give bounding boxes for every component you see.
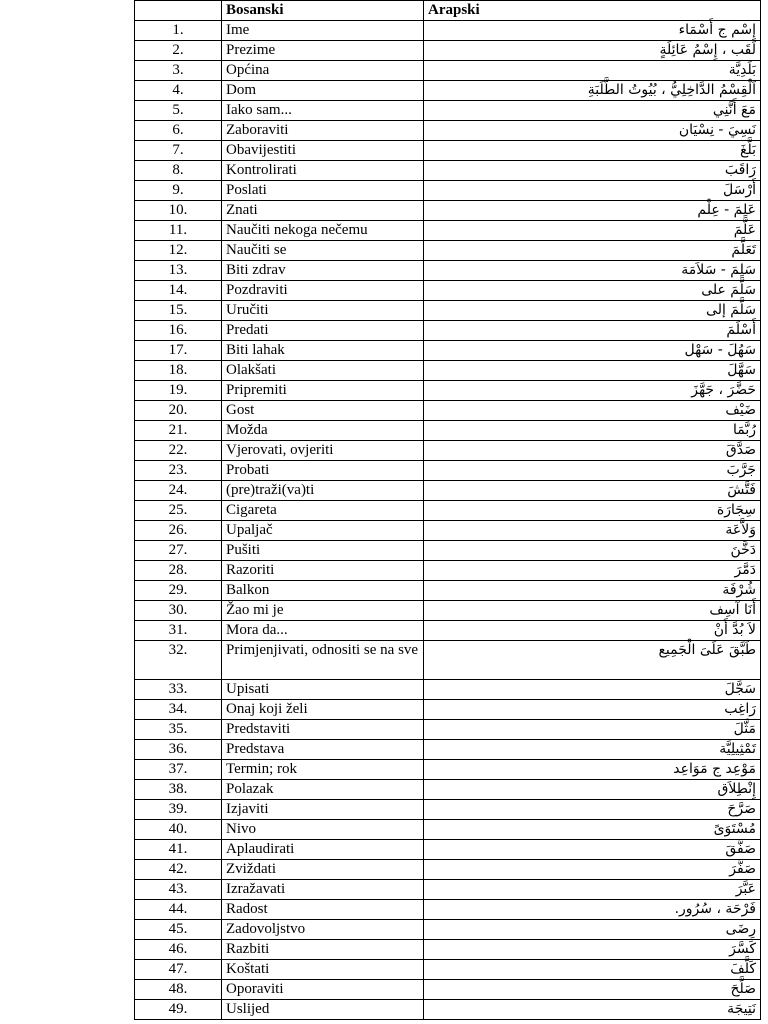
arabic-term: صَلَّحَ — [424, 980, 761, 1000]
bosnian-term: Naučiti se — [222, 241, 424, 261]
bosnian-term: Predstava — [222, 740, 424, 760]
table-row — [135, 980, 761, 1000]
bosnian-term: Uslijed — [222, 1000, 424, 1020]
arabic-term: شُرْفَة — [424, 581, 761, 601]
row-number: 10. — [135, 201, 222, 221]
table-row — [135, 201, 761, 221]
row-number: 7. — [135, 141, 222, 161]
row-number: 27. — [135, 541, 222, 561]
arabic-term: أَرْسَلَ — [424, 181, 761, 201]
row-number: 4. — [135, 81, 222, 101]
table-row — [135, 241, 761, 261]
row-number: 28. — [135, 561, 222, 581]
vocabulary-table — [134, 0, 761, 1020]
table-row — [135, 800, 761, 820]
row-number: 48. — [135, 980, 222, 1000]
table-row — [135, 261, 761, 281]
table-row — [135, 281, 761, 301]
row-number: 44. — [135, 900, 222, 920]
bosnian-term: Poslati — [222, 181, 424, 201]
table-row — [135, 141, 761, 161]
table-row — [135, 61, 761, 81]
arabic-term: كَسَّرَ — [424, 940, 761, 960]
arabic-term: مُسْتَوَىً — [424, 820, 761, 840]
row-number: 6. — [135, 121, 222, 141]
table-row — [135, 740, 761, 760]
table-row — [135, 541, 761, 561]
row-number: 19. — [135, 381, 222, 401]
row-number: 47. — [135, 960, 222, 980]
row-number: 30. — [135, 601, 222, 621]
arabic-term: صَرَّحَ — [424, 800, 761, 820]
table-row — [135, 321, 761, 341]
row-number: 45. — [135, 920, 222, 940]
table-row — [135, 41, 761, 61]
table-row — [135, 840, 761, 860]
table-row — [135, 940, 761, 960]
row-number: 35. — [135, 720, 222, 740]
bosnian-term: Radost — [222, 900, 424, 920]
bosnian-term: Koštati — [222, 960, 424, 980]
row-number: 38. — [135, 780, 222, 800]
bosnian-term: Probati — [222, 461, 424, 481]
bosnian-term: Pripremiti — [222, 381, 424, 401]
bosnian-term: Predstaviti — [222, 720, 424, 740]
bosnian-term: Uručiti — [222, 301, 424, 321]
table-row — [135, 121, 761, 141]
table-row — [135, 900, 761, 920]
table-row — [135, 381, 761, 401]
bosnian-term: Naučiti nekoga nečemu — [222, 221, 424, 241]
row-number: 12. — [135, 241, 222, 261]
row-number: 26. — [135, 521, 222, 541]
table-row — [135, 501, 761, 521]
row-number: 20. — [135, 401, 222, 421]
arabic-term: سِجَارَة — [424, 501, 761, 521]
bosnian-term: Cigareta — [222, 501, 424, 521]
bosnian-term: (pre)traži(va)ti — [222, 481, 424, 501]
arabic-term: طَبَّقَ عَلَىَ الْجَمِيع — [424, 641, 761, 680]
bosnian-term: Nivo — [222, 820, 424, 840]
row-number: 40. — [135, 820, 222, 840]
arabic-term: سَهَّلَ — [424, 361, 761, 381]
table-row — [135, 301, 761, 321]
bosnian-term: Predati — [222, 321, 424, 341]
row-number: 16. — [135, 321, 222, 341]
bosnian-term: Obavijestiti — [222, 141, 424, 161]
table-row — [135, 21, 761, 41]
bosnian-term: Pušiti — [222, 541, 424, 561]
bosnian-term: Razbiti — [222, 940, 424, 960]
arabic-term: جَرَّبَ — [424, 461, 761, 481]
row-number: 23. — [135, 461, 222, 481]
bosnian-term: Izjaviti — [222, 800, 424, 820]
row-number: 41. — [135, 840, 222, 860]
table-row — [135, 361, 761, 381]
bosnian-term: Primjenjivati, odnositi se na sve — [222, 641, 424, 680]
table-row — [135, 481, 761, 501]
table-row — [135, 401, 761, 421]
bosnian-term: Ime — [222, 21, 424, 41]
bosnian-term: Upisati — [222, 680, 424, 700]
row-number: 11. — [135, 221, 222, 241]
row-number: 42. — [135, 860, 222, 880]
arabic-term: رِضَى — [424, 920, 761, 940]
table-row — [135, 641, 761, 680]
arabic-term: حَضَّرَ ، جَهَّزَ — [424, 381, 761, 401]
bosnian-term: Vjerovati, ovjeriti — [222, 441, 424, 461]
bosnian-term: Razoriti — [222, 561, 424, 581]
row-number: 22. — [135, 441, 222, 461]
table-row — [135, 341, 761, 361]
bosnian-term: Zaboraviti — [222, 121, 424, 141]
row-number: 8. — [135, 161, 222, 181]
bosnian-term: Biti lahak — [222, 341, 424, 361]
row-number: 2. — [135, 41, 222, 61]
arabic-term: إِسْم ج أَسْمَاء — [424, 21, 761, 41]
row-number: 39. — [135, 800, 222, 820]
bosnian-term: Aplaudirati — [222, 840, 424, 860]
table-body — [135, 21, 761, 1020]
bosnian-term: Dom — [222, 81, 424, 101]
arabic-term: أَنَا آسِف — [424, 601, 761, 621]
bosnian-term: Onaj koji želi — [222, 700, 424, 720]
table-row — [135, 1000, 761, 1020]
arabic-term: تَعَلَّمَ — [424, 241, 761, 261]
table-row — [135, 461, 761, 481]
arabic-term: صَدَّقَ — [424, 441, 761, 461]
row-number: 3. — [135, 61, 222, 81]
table-row — [135, 920, 761, 940]
row-number: 37. — [135, 760, 222, 780]
row-number: 21. — [135, 421, 222, 441]
row-number: 33. — [135, 680, 222, 700]
table-row — [135, 880, 761, 900]
arabic-term: سَلَّمَ على — [424, 281, 761, 301]
table-row — [135, 680, 761, 700]
arabic-term: وَلاَّعَة — [424, 521, 761, 541]
bosnian-term: Termin; rok — [222, 760, 424, 780]
arabic-term: دَخَّنَ — [424, 541, 761, 561]
bosnian-term: Mora da... — [222, 621, 424, 641]
row-number: 49. — [135, 1000, 222, 1020]
bosnian-term: Općina — [222, 61, 424, 81]
row-number: 15. — [135, 301, 222, 321]
arabic-term: عَلَّمَ — [424, 221, 761, 241]
bosnian-term: Izražavati — [222, 880, 424, 900]
bosnian-term: Upaljač — [222, 521, 424, 541]
bosnian-term: Pozdraviti — [222, 281, 424, 301]
arabic-term: صَفَّقَ — [424, 840, 761, 860]
table-row — [135, 960, 761, 980]
table-row — [135, 161, 761, 181]
arabic-term: رَاقَبَ — [424, 161, 761, 181]
bosnian-term: Gost — [222, 401, 424, 421]
bosnian-term: Olakšati — [222, 361, 424, 381]
table-row — [135, 421, 761, 441]
bosnian-term: Žao mi je — [222, 601, 424, 621]
bosnian-term: Prezime — [222, 41, 424, 61]
table-row — [135, 561, 761, 581]
bosnian-term: Iako sam... — [222, 101, 424, 121]
row-number: 1. — [135, 21, 222, 41]
arabic-term: لَقَب ، إِسْمُ عَائِلَةٍ — [424, 41, 761, 61]
table-row — [135, 780, 761, 800]
table-row — [135, 441, 761, 461]
table-row — [135, 581, 761, 601]
table-row — [135, 601, 761, 621]
bosnian-term: Zadovoljstvo — [222, 920, 424, 940]
arabic-term: نَتِيجَة — [424, 1000, 761, 1020]
bosnian-term: Oporaviti — [222, 980, 424, 1000]
bosnian-term: Kontrolirati — [222, 161, 424, 181]
table-row — [135, 81, 761, 101]
arabic-term: نَسِيَ - نِسْيَان — [424, 121, 761, 141]
header-bosnian: Bosanski — [222, 1, 424, 21]
arabic-term: رُبَّمَا — [424, 421, 761, 441]
row-number: 29. — [135, 581, 222, 601]
arabic-term: دَمَّرَ — [424, 561, 761, 581]
row-number: 17. — [135, 341, 222, 361]
row-number: 5. — [135, 101, 222, 121]
table-row — [135, 101, 761, 121]
arabic-term: بَلَدِيَّة — [424, 61, 761, 81]
table-row — [135, 621, 761, 641]
table-row — [135, 221, 761, 241]
arabic-term: سَلَّمَ إلى — [424, 301, 761, 321]
row-number: 36. — [135, 740, 222, 760]
arabic-term: إِنْطِلاَق — [424, 780, 761, 800]
bosnian-term: Zviždati — [222, 860, 424, 880]
arabic-term: صَفَّرَ — [424, 860, 761, 880]
table-row — [135, 181, 761, 201]
arabic-term: سَهُلَ - سَهْل — [424, 341, 761, 361]
row-number: 13. — [135, 261, 222, 281]
bosnian-term: Možda — [222, 421, 424, 441]
arabic-term: عَبَّرَ — [424, 880, 761, 900]
bosnian-term: Biti zdrav — [222, 261, 424, 281]
table-row — [135, 720, 761, 740]
arabic-term: تَمْثِيلِيَّة — [424, 740, 761, 760]
arabic-term: كَلَّفَ — [424, 960, 761, 980]
row-number: 34. — [135, 700, 222, 720]
arabic-term: اَلْقِسْمُ الدَّاخِلِيُّ ، بُيُوتُ الطَّلَبَةِ — [424, 81, 761, 101]
arabic-term: أَسْلَمَ — [424, 321, 761, 341]
bosnian-term: Znati — [222, 201, 424, 221]
arabic-term: مَوْعِد ج مَوَاعِد — [424, 760, 761, 780]
header-number — [135, 1, 222, 21]
row-number: 46. — [135, 940, 222, 960]
row-number: 9. — [135, 181, 222, 201]
arabic-term: سَلِمَ - سَلاَمَة — [424, 261, 761, 281]
arabic-term: مَثَّلَ — [424, 720, 761, 740]
row-number: 18. — [135, 361, 222, 381]
row-number: 14. — [135, 281, 222, 301]
arabic-term: سَجَّلَ — [424, 680, 761, 700]
row-number: 43. — [135, 880, 222, 900]
arabic-term: بَلَّغَ — [424, 141, 761, 161]
arabic-term: مَعَ أَنَّنِي — [424, 101, 761, 121]
table-row — [135, 760, 761, 780]
table-row — [135, 820, 761, 840]
arabic-term: لاَ بُدَّ أَنْ — [424, 621, 761, 641]
table-row — [135, 860, 761, 880]
header-arabic: Arapski — [424, 1, 761, 21]
table-row — [135, 521, 761, 541]
table-row — [135, 700, 761, 720]
row-number: 32. — [135, 641, 222, 680]
arabic-term: عَلِمَ - عِلْم — [424, 201, 761, 221]
bosnian-term: Polazak — [222, 780, 424, 800]
table-header-row — [135, 1, 761, 21]
arabic-term: ضَيْف — [424, 401, 761, 421]
row-number: 24. — [135, 481, 222, 501]
bosnian-term: Balkon — [222, 581, 424, 601]
arabic-term: رَاغِب — [424, 700, 761, 720]
row-number: 31. — [135, 621, 222, 641]
arabic-term: فَرْحَة ، سُرُور. — [424, 900, 761, 920]
arabic-term: فَتَّشَ — [424, 481, 761, 501]
row-number: 25. — [135, 501, 222, 521]
